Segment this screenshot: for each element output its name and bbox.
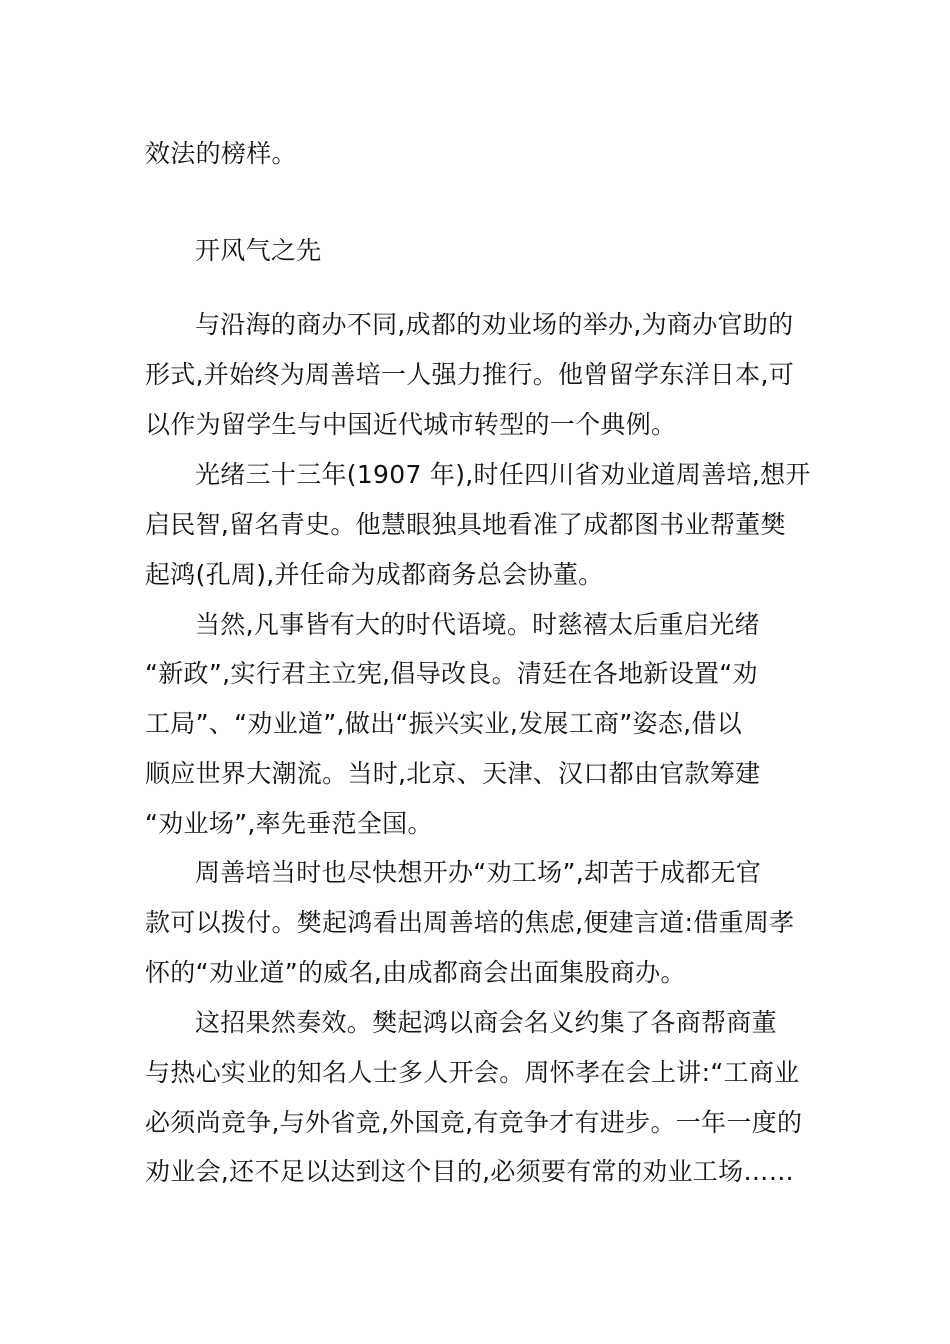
text-line-closing: 效法的榜样。: [145, 139, 297, 168]
paragraph-4-line-1: 周善培当时也尽快想开办“劝工场”,却苦于成都无官: [195, 858, 762, 887]
paragraph-3-line-2: “新政”,实行君主立宪,倡导改良。清廷在各地新设置“劝: [145, 659, 758, 688]
paragraph-2-line-1: 光绪三十三年(1907 年),时任四川省劝业道周善培,想开: [195, 460, 811, 489]
paragraph-3-line-5: “劝业场”,率先垂范全国。: [145, 809, 433, 838]
paragraph-4-line-3: 怀的“劝业道”的威名,由成都商会出面集股商办。: [145, 958, 686, 987]
paragraph-4-line-2: 款可以拨付。樊起鸿看出周善培的焦虑,便建言道:借重周孝: [145, 908, 795, 937]
paragraph-3-line-3: 工局”、“劝业道”,做出“振兴实业,发展工商”姿态,借以: [145, 709, 743, 738]
paragraph-2-line-3: 起鸿(孔周),并任命为成都商务总会协董。: [145, 560, 604, 589]
paragraph-1-line-2: 形式,并始终为周善培一人强力推行。他曾留学东洋日本,可: [145, 360, 794, 389]
paragraph-5-line-4: 劝业会,还不足以达到这个目的,必须要有常的劝业工场……: [145, 1157, 794, 1186]
paragraph-3-line-4: 顺应世界大潮流。当时,北京、天津、汉口都由官款筹建: [145, 759, 761, 788]
paragraph-5-line-2: 与热心实业的知名人士多人开会。周怀孝在会上讲:“工商业: [145, 1058, 800, 1087]
paragraph-2-line-2: 启民智,留名青史。他慧眼独具地看准了成都图书业帮董樊: [145, 510, 786, 539]
paragraph-1-line-1: 与沿海的商办不同,成都的劝业场的举办,为商办官助的: [195, 310, 794, 339]
paragraph-5-line-1: 这招果然奏效。樊起鸿以商会名义约集了各商帮商董: [195, 1008, 777, 1037]
paragraph-1-line-3: 以作为留学生与中国近代城市转型的一个典例。: [145, 410, 677, 439]
paragraph-5-line-3: 必须尚竞争,与外省竞,外国竞,有竞争才有进步。一年一度的: [145, 1108, 803, 1137]
section-heading: 开风气之先: [195, 236, 322, 265]
paragraph-3-line-1: 当然,凡事皆有大的时代语境。时慈禧太后重启光绪: [195, 610, 760, 639]
